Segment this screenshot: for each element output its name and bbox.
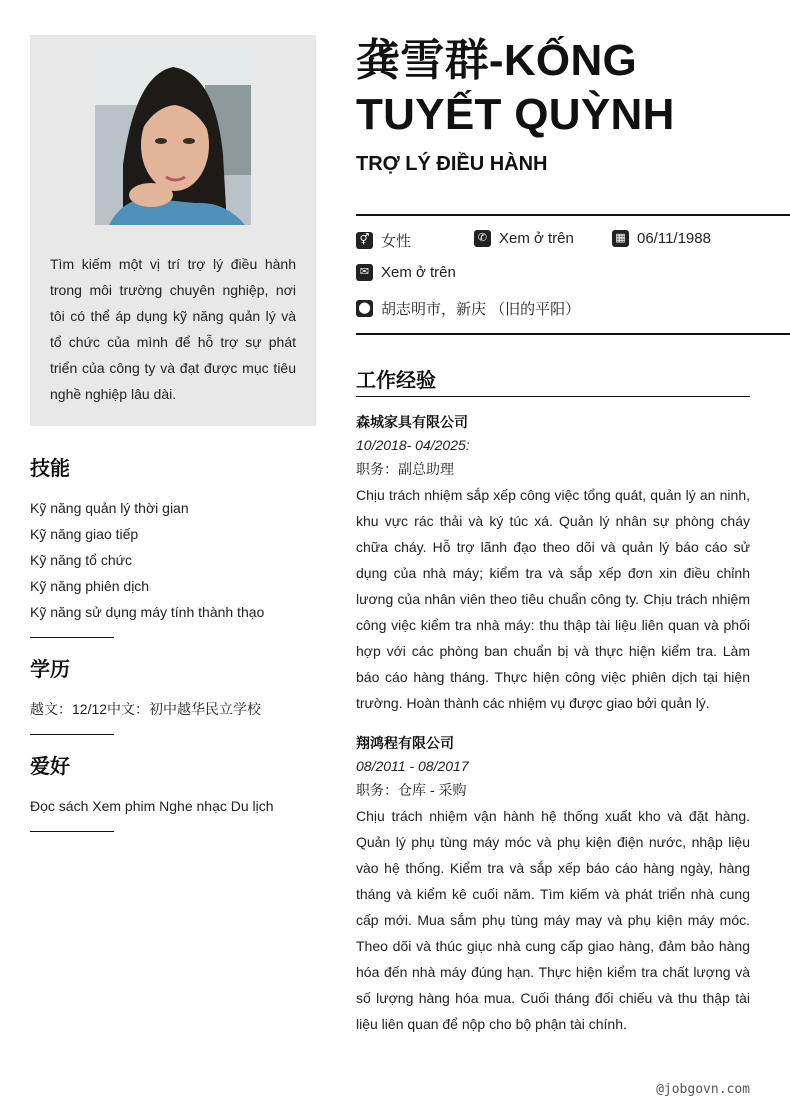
education-text: 越文：12/12中文：初中越华民立学校 xyxy=(30,701,262,717)
birthdate-value: 06/11/1988 xyxy=(637,230,711,247)
envelope-icon: ✉ xyxy=(356,264,373,281)
skill-item: Kỹ năng quản lý thời gian xyxy=(30,500,189,516)
phone-icon: ✆ xyxy=(474,230,491,247)
phone-value: Xem ở trên xyxy=(499,230,574,247)
phone-info xyxy=(474,230,574,247)
job-entry xyxy=(356,412,750,716)
hobbies-text: Đọc sách Xem phim Nghe nhạc Du lịch xyxy=(30,798,274,814)
email-value: Xem ở trên xyxy=(381,264,456,281)
job-position: 职务：副总助理 xyxy=(356,461,454,477)
birthdate-info xyxy=(612,230,711,247)
job-period: 10/2018- 04/2025: xyxy=(356,437,470,453)
profile-panel xyxy=(30,35,316,426)
calendar-icon: ▦ xyxy=(612,230,629,247)
hobbies-title: 爱好 xyxy=(30,756,70,778)
gender-icon: ⚥ xyxy=(356,232,373,249)
address-value: 胡志明市，新庆 （旧的平阳） xyxy=(381,301,581,318)
job-entry xyxy=(356,733,750,1037)
portrait-image xyxy=(95,45,251,225)
education-title: 学历 xyxy=(30,659,70,681)
header-divider xyxy=(356,214,790,216)
company-name: 翔鸿程有限公司 xyxy=(356,735,454,751)
skills-section xyxy=(30,452,316,625)
address-info xyxy=(356,298,580,319)
watermark: @jobgovn.com xyxy=(656,1082,750,1097)
job-period: 08/2011 - 08/2017 xyxy=(356,758,469,774)
skill-item: Kỹ năng tổ chức xyxy=(30,552,132,568)
skills-title: 技能 xyxy=(30,458,70,480)
email-info xyxy=(356,264,456,281)
skill-item: Kỹ năng phiên dịch xyxy=(30,578,150,594)
skill-item: Kỹ năng giao tiếp xyxy=(30,526,139,542)
gender-value: 女性 xyxy=(381,233,412,250)
experience-title: 工作经验 xyxy=(356,370,436,392)
job-description: Chịu trách nhiệm vận hành hệ thống xuất kho và đặt hàng. Quản lý phụ tùng máy móc và phụ kiện điện nước, nhập liệu vào hệ thống. Kiểm tra và sắp xếp báo cáo hàng ngày, hàng tháng và kiểm kê cuối năm. Tìm kiếm và phát triển nhà cung cấp mới. Mua sắm phụ tùng máy may và phụ kiện máy móc. Theo dõi và thúc giục nhà cung cấp giao hàng, đảm bảo hàng hóa đến nhà máy đúng hạn. Thực hiện kiểm tra chất lượng và số lượng hàng hóa mua. Cuối tháng đối chiếu và thu thập tài liệu liên quan để nộp cho bộ phận tài chính. xyxy=(356,808,750,1032)
education-divider xyxy=(30,734,114,735)
company-name: 森城家具有限公司 xyxy=(356,414,468,430)
hobbies-divider xyxy=(30,831,114,832)
job-description: Chịu trách nhiệm sắp xếp công việc tổng quát, quản lý an ninh, khu vực rác thải và ký túc xá. Quản lý nhân sự phòng cháy chữa cháy. Hỗ trợ lãnh đạo theo dõi và quản lý báo cáo sử dụng của nhà máy; kiểm tra và sắp xếp đơn xin điều chỉnh lương của nhân viên theo tiêu chuẩn công ty. Chịu trách nhiệm công việc kiểm tra nhà máy: thu thập tài liệu liên quan và phối hợp với các phòng ban chuẩn bị và thực hiện kiểm tra. Làm báo cáo hàng tháng. Thực hiện công việc phiên dịch tại hiện trường. Hoàn thành các nhiệm vụ được giao bởi quản lý. xyxy=(356,487,750,711)
hobbies-section xyxy=(30,750,316,819)
education-section xyxy=(30,653,316,722)
job-position: 职务：仓库 - 采购 xyxy=(356,782,467,798)
skills-divider xyxy=(30,637,114,638)
profile-photo xyxy=(95,45,251,225)
skill-item: Kỹ năng sử dụng máy tính thành thạo xyxy=(30,604,265,620)
job-title: TRỢ LÝ ĐIỀU HÀNH xyxy=(356,153,548,175)
gender-info xyxy=(356,230,411,251)
career-summary: Tìm kiếm một vị trí trợ lý điều hành trong môi trường chuyên nghiệp, nơi tôi có thể áp dụng kỹ năng quản lý và tổ chức của mình để hỗ trợ sự phát triển của công ty và đạt được mục tiêu nghề nghiệp lâu dài. xyxy=(50,256,296,402)
contact-divider xyxy=(356,333,790,335)
location-pin-icon: ⬤ xyxy=(356,300,373,317)
candidate-name: 龚雪群-KỐNG TUYẾT QUỲNH xyxy=(356,36,675,139)
experience-divider xyxy=(356,396,750,397)
